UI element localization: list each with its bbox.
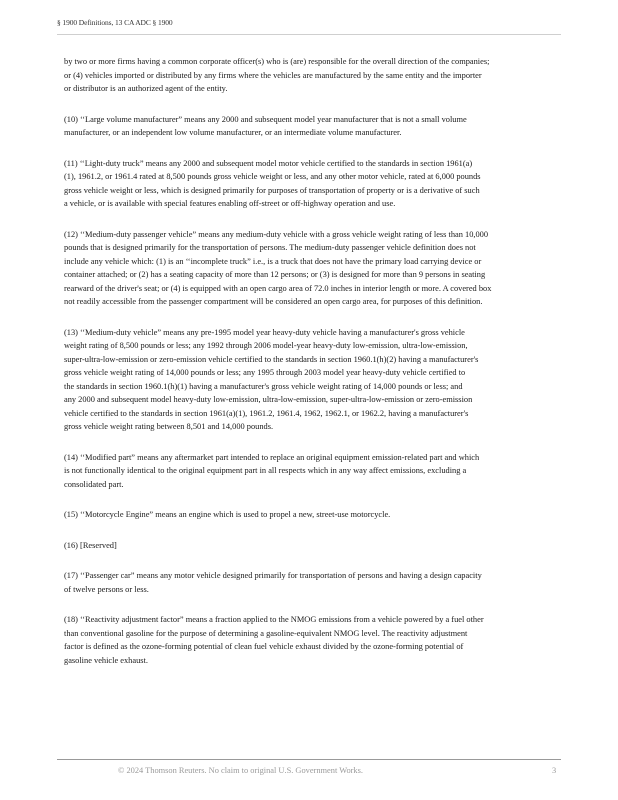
- page-number: 3: [552, 766, 557, 775]
- paragraph-12: (12) ‘‘Medium-duty passenger vehicle” means any medium-duty vehicle with a gross vehicle weight rating of less than 10,000 pounds that is designed primarily for the transportation of persons. The medium-duty passenger vehicle definition does not include any vehicle which: (1) is an ‘‘incomplete truck” i.e., is a truck that does not have the primary load carrying device or container attached; or (2) has a seating capacity of more than 12 persons; or (3) is designed for more than 9 persons in seating rearward of the driver's seat; or (4) is equipped with an open cargo area of 72.0 inches in interior length or more. A covered box not readily accessible from the passenger compartment will be considered an open cargo area, for purposes of this definition.: [64, 229, 492, 306]
- footer-copyright: © 2024 Thomson Reuters. No claim to original U.S. Government Works.: [118, 766, 363, 775]
- document-body: [64, 55, 568, 667]
- header-citation: § 1900 Definitions, 13 CA ADC § 1900: [57, 18, 173, 27]
- paragraph-14: (14) ‘‘Modified part” means any aftermarket part intended to replace an original equipment emission-related part and which is not functionally identical to the original equipment part in all respects which in any way affect emissions, excluding a consolidated part.: [64, 452, 480, 489]
- paragraph-13: (13) ‘‘Medium-duty vehicle” means any pre-1995 model year heavy-duty vehicle having a manufacturer's gross vehicle weight rating of 8,500 pounds or less; any 1992 through 2006 model-year heavy-duty low-emission, ultra-low-emission, super-ultra-low-emission or zero-emission vehicle certified to the standards in section 1960.1(h)(2) having a manufacturer's gross vehicle weight rating of 14,000 pounds or less; any 1995 through 2003 model year heavy-duty vehicle certified to the standards in section 1960.1(h)(1) having a manufacturer's gross vehicle weight rating of 14,000 pounds or less; and any 2000 and subsequent model heavy-duty low-emission, ultra-low-emission, super-ultra-low-emission or zero-emission vehicle certified to the standards in section 1961(a)(1), 1961.2, 1961.4, 1962, 1962.1, or 1962.2, having a manufacturer's gross vehicle weight rating between 8,501 and 14,000 pounds.: [64, 327, 479, 431]
- paragraph-10: (10) ‘‘Large volume manufacturer” means any 2000 and subsequent model year manufacturer that is not a small volume manufacturer, or an independent low volume manufacturer, or an intermediate volume manufacturer.: [64, 114, 467, 137]
- header-divider: [57, 34, 561, 35]
- paragraph-16: (16) [Reserved]: [64, 540, 117, 550]
- paragraph-18: (18) ‘‘Reactivity adjustment factor” means a fraction applied to the NMOG emissions from a vehicle powered by a fuel other than conventional gasoline for the purpose of determining a gasoline-equivalent NMOG level. The reactivity adjustment factor is defined as the ozone-forming potential of clean fuel vehicle exhaust divided by the ozone-forming potential of gasoline vehicle exhaust.: [64, 615, 484, 665]
- footer-divider: [57, 759, 561, 760]
- paragraph-11: (11) ‘‘Light-duty truck” means any 2000 and subsequent model motor vehicle certified to the standards in section 1961(a) (1), 1961.2, or 1961.4 rated at 8,500 pounds gross vehicle weight or less, and any other motor vehicle, rated at 6,000 pounds gross vehicle weight or less, which is designed primarily for purposes of transportation of property or is a derivative of such a vehicle, or is available with special features enabling off-street or off-highway operation and use.: [64, 158, 481, 208]
- paragraph-17: (17) ‘‘Passenger car” means any motor vehicle designed primarily for transportation of persons and having a design capacity of twelve persons or less.: [64, 571, 482, 594]
- paragraph-9-continued: by two or more firms having a common corporate officer(s) who is (are) responsible for the overall direction of the companies; or (4) vehicles imported or distributed by any firms where the vehicles are manufactured by the same entity and the importer or distributor is an authorized agent of the entity.: [64, 57, 490, 93]
- paragraph-15: (15) ‘‘Motorcycle Engine” means an engine which is used to propel a new, street-use motorcycle.: [64, 510, 391, 519]
